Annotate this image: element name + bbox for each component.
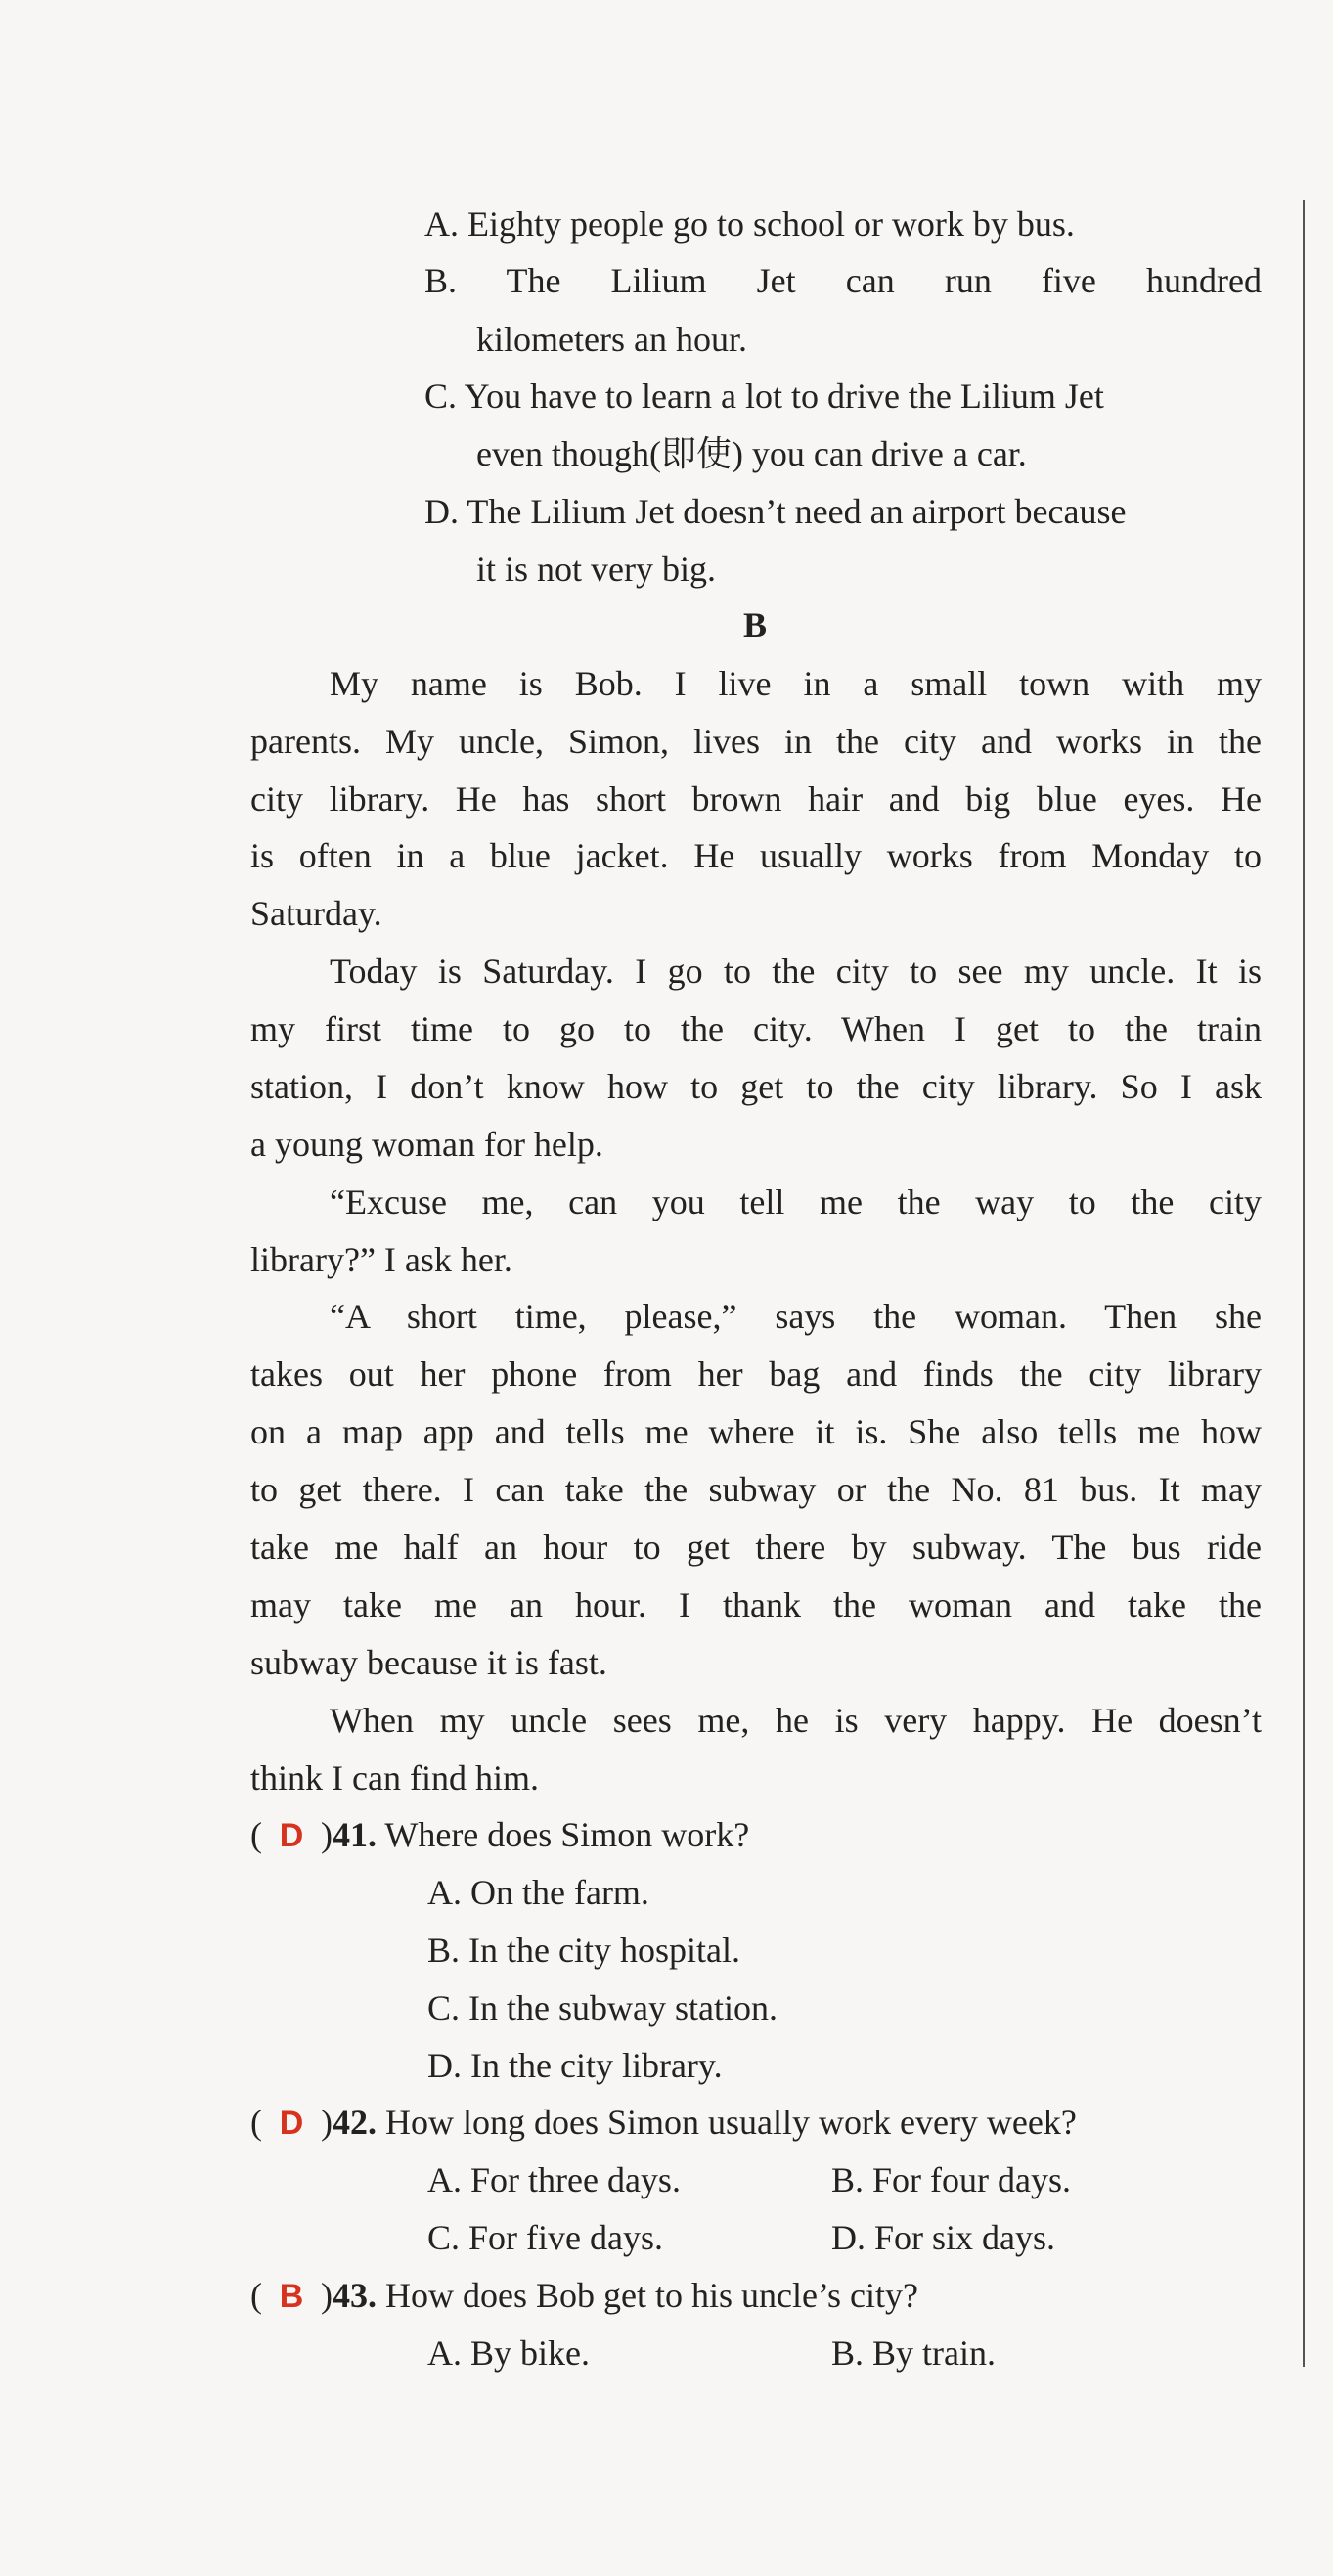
prev-option-a: A. Eighty people go to school or work by bus. — [424, 204, 1075, 244]
prev-option-c: C. You have to learn a lot to drive the Lilium Jet — [424, 377, 1104, 416]
passage-line: may take me an hour. I thank the woman and take the — [250, 1585, 1262, 1624]
option-43-a: A. By bike. — [427, 2333, 590, 2373]
prev-option-d: D. The Lilium Jet doesn’t need an airport because — [424, 492, 1127, 531]
answer-43: B — [279, 2278, 304, 2315]
question-41 — [250, 1806, 749, 1864]
passage-line: station, I don’t know how to get to the city library. So I ask — [250, 1067, 1262, 1106]
option-42-d: D. For six days. — [831, 2218, 1056, 2257]
option-41-c: C. In the subway station. — [427, 1988, 778, 2027]
option-43-b: B. By train. — [831, 2333, 996, 2373]
passage-line: Saturday. — [250, 894, 382, 933]
question-text: Where does Simon work? — [384, 1815, 750, 1854]
question-number: 43. — [333, 2276, 377, 2315]
passage-line: subway because it is fast. — [250, 1643, 607, 1682]
passage-line: is often in a blue jacket. He usually works from Monday to — [250, 836, 1262, 875]
option-41-d: D. In the city library. — [427, 2046, 723, 2085]
question-42 — [250, 2094, 1077, 2152]
passage-line: think I can find him. — [250, 1758, 539, 1798]
passage-line: Today is Saturday. I go to the city to see my uncle. It is — [330, 952, 1262, 991]
question-number: 41. — [333, 1815, 377, 1854]
passage-line: a young woman for help. — [250, 1125, 603, 1164]
question-43 — [250, 2267, 918, 2325]
margin-rule — [1303, 200, 1305, 2367]
section-heading: B — [743, 605, 768, 644]
passage-line: My name is Bob. I live in a small town with my — [330, 664, 1262, 703]
paren-open: ( — [250, 1815, 262, 1854]
option-41-a: A. On the farm. — [427, 1873, 649, 1912]
paren-close: ) — [321, 2276, 333, 2315]
answer-42: D — [279, 2105, 304, 2142]
passage-line: take me half an hour to get there by subway. The bus ride — [250, 1528, 1262, 1567]
prev-option-b-cont: kilometers an hour. — [476, 320, 747, 359]
passage-line: my first time to go to the city. When I get to the train — [250, 1009, 1262, 1048]
passage-line: “Excuse me, can you tell me the way to the city — [330, 1182, 1262, 1221]
passage-line: takes out her phone from her bag and finds the city library — [250, 1355, 1262, 1394]
paren-open: ( — [250, 2103, 262, 2142]
option-42-a: A. For three days. — [427, 2160, 681, 2199]
passage-line: “A short time, please,” says the woman. Then she — [330, 1297, 1262, 1336]
option-42-b: B. For four days. — [831, 2160, 1071, 2199]
option-42-c: C. For five days. — [427, 2218, 663, 2257]
question-text: How does Bob get to his uncle’s city? — [385, 2276, 918, 2315]
prev-option-c-cont: even though(即使) you can drive a car. — [476, 434, 1027, 473]
answer-41: D — [279, 1817, 304, 1854]
prev-option-b: B. The Lilium Jet can run five hundred — [424, 261, 1262, 300]
passage-line: When my uncle sees me, he is very happy. He doesn’t — [330, 1701, 1262, 1740]
option-41-b: B. In the city hospital. — [427, 1931, 740, 1970]
prev-option-d-cont: it is not very big. — [476, 550, 716, 589]
question-text: How long does Simon usually work every week? — [385, 2103, 1077, 2142]
passage-line: on a map app and tells me where it is. She also tells me how — [250, 1412, 1262, 1451]
paren-close: ) — [321, 2103, 333, 2142]
paren-close: ) — [321, 1815, 333, 1854]
passage-line: library?” I ask her. — [250, 1240, 512, 1279]
passage-line: city library. He has short brown hair and big blue eyes. He — [250, 779, 1262, 819]
passage-line: parents. My uncle, Simon, lives in the city and works in the — [250, 722, 1262, 761]
paren-open: ( — [250, 2276, 262, 2315]
passage-line: to get there. I can take the subway or the No. 81 bus. It may — [250, 1470, 1262, 1509]
question-number: 42. — [333, 2103, 377, 2142]
